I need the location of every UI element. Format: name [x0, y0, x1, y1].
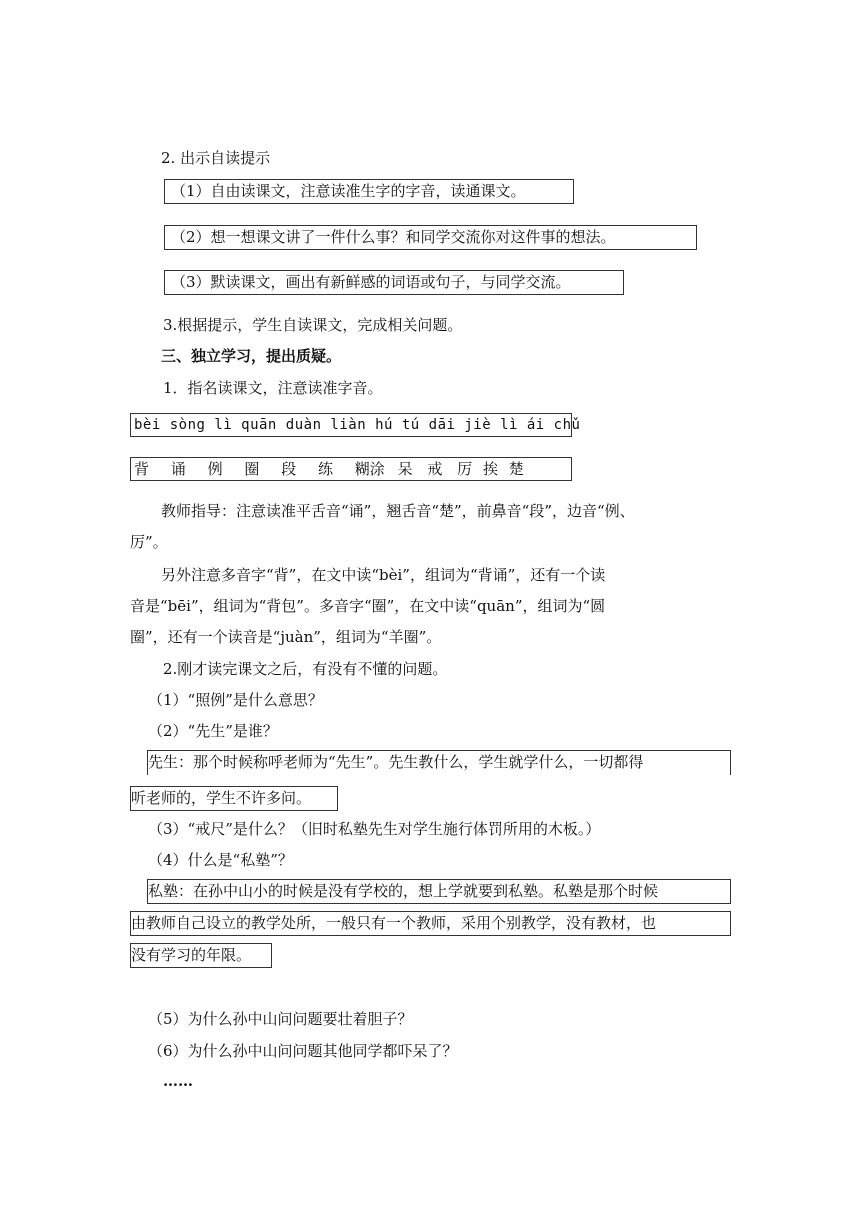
character: 段 — [281, 460, 297, 478]
characters-box — [130, 457, 572, 481]
section-3-heading: 三、独立学习，提出质疑。 — [161, 347, 342, 365]
character: 挨 — [482, 460, 498, 478]
answer-4-line-1: 私塾：在孙中山小的时候是没有学校的，想上学就要到私塾。私塾是那个时候 — [147, 879, 731, 904]
question-2: （2）“先生”是谁？ — [148, 722, 278, 740]
character: 背 — [134, 460, 150, 478]
answer-2-line-1: 先生：那个时候称呼老师为“先生”。先生教什么，学生就学什么，一切都得 — [147, 750, 731, 775]
pinyin-box: bèi sòng lì quān duàn liàn hú tú dāi jiè lì ái chǔ — [130, 413, 572, 437]
polyphone-line-1: 另外注意多音字“背”，在文中读“bèi”，组词为“背诵”，还有一个读 — [161, 566, 606, 584]
character: 诵 — [170, 460, 186, 478]
character: 糊涂 — [354, 460, 385, 478]
ellipsis: …… — [163, 1072, 193, 1090]
polyphone-line-2: 音是“bēi”，组词为“背包”。多音字“圈”，在文中读“quān”，组词为“圆 — [130, 597, 606, 615]
reading-prompt-2: （2）想一想课文讲了一件什么事？和同学交流你对这件事的想法。 — [164, 225, 697, 250]
section-2-title: 2. 出示自读提示 — [161, 149, 271, 167]
step-1-text: 1．指名读课文，注意读准字音。 — [163, 379, 383, 397]
guidance-line-2: 厉”。 — [130, 533, 168, 551]
character: 例 — [207, 460, 223, 478]
question-6: （6）为什么孙中山问问题其他同学都吓呆了？ — [148, 1042, 458, 1060]
answer-2-line-2: 听老师的，学生不许多问。 — [130, 786, 338, 811]
reading-prompt-1: （1）自由读课文，注意读准生字的字音，读通课文。 — [164, 179, 574, 204]
answer-4-line-3: 没有学习的年限。 — [130, 943, 272, 968]
character: 呆 — [397, 460, 413, 478]
character: 厉 — [457, 460, 473, 478]
answer-4-line-2: 由教师自己设立的教学处所，一般只有一个教师，采用个别教学，没有教材，也 — [130, 911, 731, 936]
character: 楚 — [508, 460, 524, 478]
character: 练 — [317, 460, 333, 478]
question-1: （1）“照例”是什么意思？ — [148, 691, 323, 709]
question-5: （5）为什么孙中山问问题要壮着胆子？ — [148, 1010, 413, 1028]
step-3-text: 3.根据提示，学生自读课文，完成相关问题。 — [163, 316, 463, 334]
character: 戒 — [427, 460, 443, 478]
question-4: （4）什么是“私塾”？ — [148, 851, 293, 869]
character: 圈 — [244, 460, 260, 478]
polyphone-line-3: 圈”，还有一个读音是“juàn”，组词为“羊圈”。 — [130, 628, 442, 646]
reading-prompt-3: （3）默读课文，画出有新鲜感的词语或句子，与同学交流。 — [164, 270, 624, 295]
guidance-line-1: 教师指导：注意读准平舌音“诵”，翘舌音“楚”，前鼻音“段”，边音“例、 — [161, 502, 635, 520]
question-3: （3）“戒尺”是什么？（旧时私塾先生对学生施行体罚所用的木板。） — [148, 820, 601, 838]
step-2-text: 2.刚才读完课文之后，有没有不懂的问题。 — [163, 660, 448, 678]
